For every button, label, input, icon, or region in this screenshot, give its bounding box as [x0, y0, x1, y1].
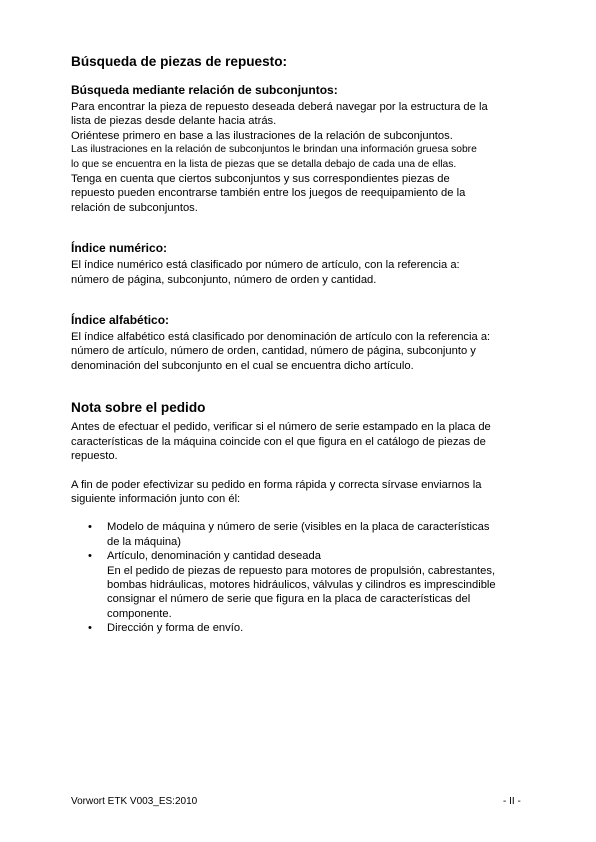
- paragraph-illustrations: Las ilustraciones en la relación de subconjuntos le brindan una información gruesa sobre lo que se encuentra en la lista de piezas que se detalla debajo de cada una de ellas.: [71, 144, 477, 170]
- order-info-list: [71, 520, 531, 635]
- numeric-index-text: El índice numérico está clasificado por número de artículo, con la referencia a: número de página, subconjunto, número de orden y cantidad.: [71, 259, 460, 286]
- document-body: [71, 53, 531, 636]
- paragraph-navigation: Para encontrar la pieza de repuesto deseada deberá navegar por la estructura de la lista de piezas desde delante hacia atrás. Oriéntese primero en base a las ilustraciones de la relación de subconjuntos.: [71, 101, 488, 142]
- list-item-text: Artículo, denominación y cantidad deseada En el pedido de piezas de repuesto para motores de propulsión, cabrestantes, bombas hidráulicas, motores hidráulicos, válvulas y cilindros es imprescindible consignar el número de serie que figura en la placa de características del componente.: [107, 550, 496, 620]
- footer-document-id: Vorwort ETK V003_ES:2010: [71, 796, 198, 807]
- bullet-icon: •: [88, 550, 92, 563]
- order-note-paragraph-1: Antes de efectuar el pedido, verificar si el número de serie estampado en la placa de características de la máquina coincide con el que figura en el catálogo de piezas de repuesto.: [71, 421, 491, 463]
- alphabetic-index-title: Índice alfabético:: [71, 313, 170, 328]
- numeric-index-title: Índice numérico:: [71, 241, 168, 256]
- list-item: [71, 621, 531, 635]
- footer-page-number: - II -: [503, 796, 521, 807]
- bullet-icon: •: [88, 521, 92, 534]
- list-item-text: Dirección y forma de envío.: [107, 622, 244, 635]
- section-subtitle: Búsqueda mediante relación de subconjuntos:: [71, 83, 338, 97]
- list-item: [71, 549, 531, 621]
- list-item: [71, 520, 531, 549]
- paragraph-retrofit-note: Tenga en cuenta que ciertos subconjuntos y sus correspondientes piezas de repuesto pueden encontrarse también entre los juegos de reequipamiento de la relación de subconjuntos.: [71, 173, 466, 214]
- section-title: Búsqueda de piezas de repuesto:: [71, 54, 288, 69]
- alphabetic-index-text: El índice alfabético está clasificado por denominación de artículo con la referencia a: número de artículo, número de orden, cantidad, número de página, subconjunto y denominación del subconjunto en el cual se encuentra dicho artículo.: [71, 331, 491, 372]
- list-item-text: Modelo de máquina y número de serie (visibles en la placa de características de la máquina): [107, 521, 490, 548]
- order-note-paragraph-2: A fin de poder efectivizar su pedido en forma rápida y correcta sírvase enviarnos la siguiente información junto con él:: [71, 478, 482, 505]
- bullet-icon: •: [88, 622, 92, 635]
- order-note-title: Nota sobre el pedido: [71, 400, 206, 416]
